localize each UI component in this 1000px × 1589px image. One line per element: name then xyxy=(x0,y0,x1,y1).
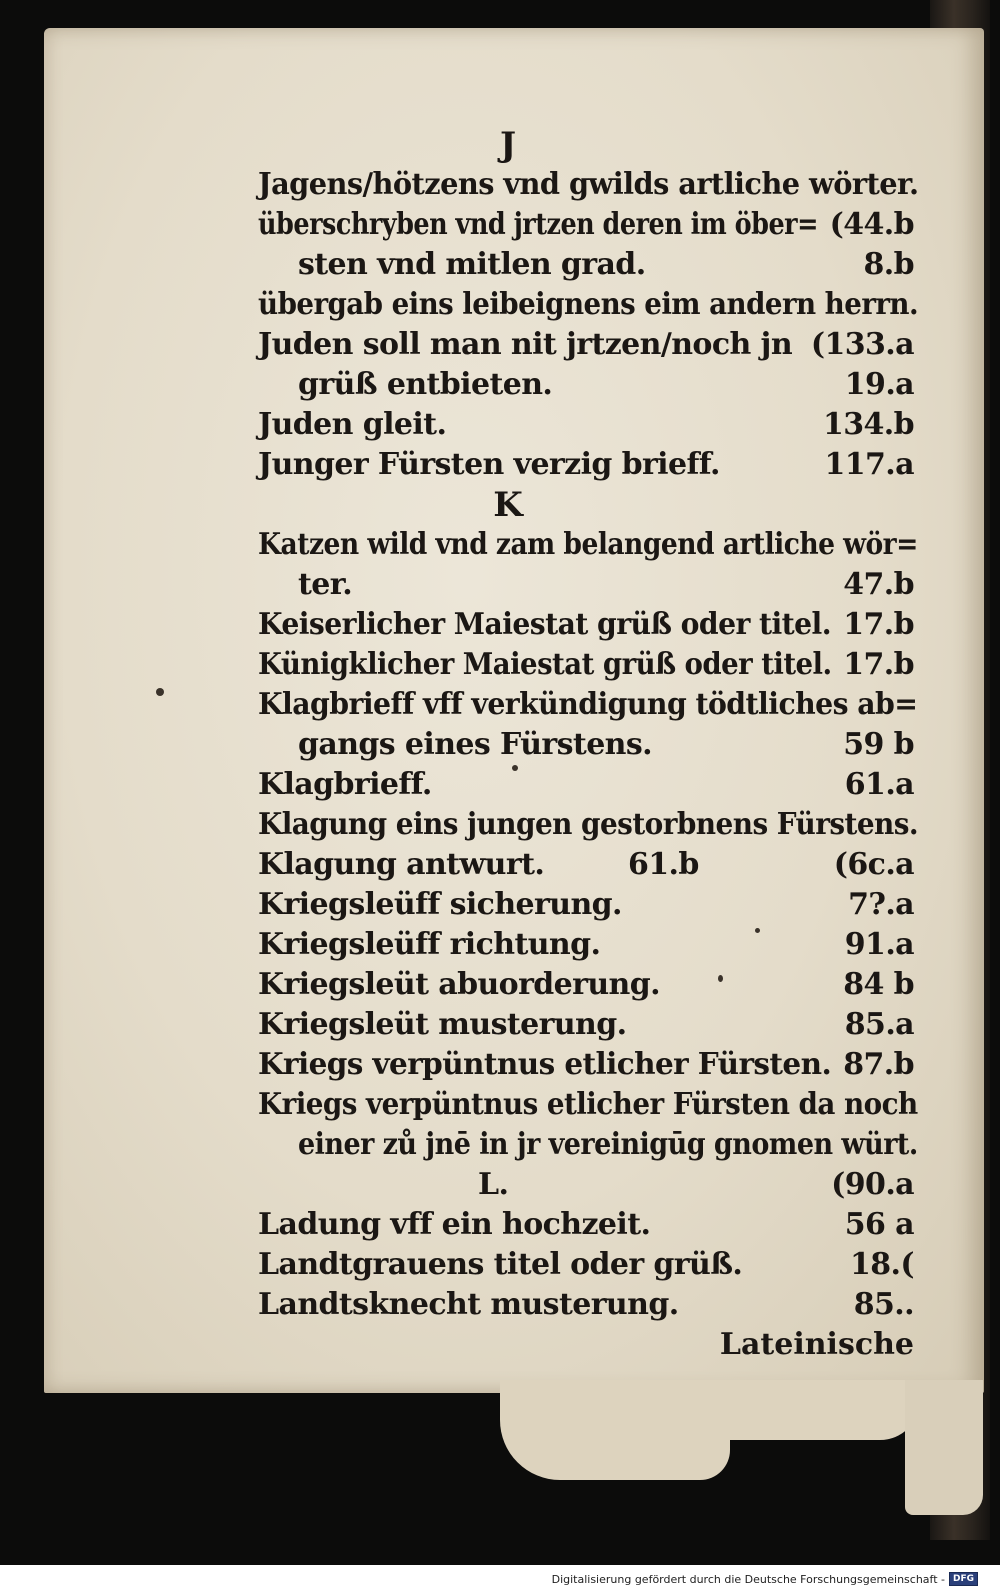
entry-page: 87.b xyxy=(843,1047,914,1082)
section-entries-k xyxy=(258,525,918,1165)
entry-page: 17.b xyxy=(843,607,914,642)
dfg-logo-icon[interactable]: DFG xyxy=(949,1572,978,1586)
entry-page: 8.b xyxy=(863,247,914,282)
entry-text: überschryben vnd jrtzen deren im öber= xyxy=(258,207,818,242)
entry-text: einer zů jnē in jr vereinigūg gnomen würt. xyxy=(298,1127,918,1162)
entry-text: Klagbrieff vff verkündigung tödtliches ab= xyxy=(258,687,918,722)
entry-text: Ladung vff ein hochzeit. xyxy=(258,1207,651,1242)
entry-text: Kriegsleüt abuorderung. xyxy=(258,967,660,1002)
entry-text: ter. xyxy=(298,567,353,602)
entry-text: Kriegs verpüntnus etlicher Fürsten. xyxy=(258,1047,832,1082)
entry-text: Landtsknecht musterung. xyxy=(258,1287,679,1322)
entry-page: (6c.a xyxy=(833,847,914,882)
entry-page: 61.a xyxy=(844,767,914,802)
index-entry xyxy=(258,845,918,885)
footer-credit-text: Digitalisierung gefördert durch die Deutsche Forschungsgemeinschaft - xyxy=(551,1572,945,1586)
entry-text: sten vnd mitlen grad. xyxy=(298,247,646,282)
entry-page: 18.( xyxy=(850,1247,914,1282)
entry-text: Junger Fürsten verzig brieff. xyxy=(258,447,720,482)
entry-text: Klagbrieff. xyxy=(258,767,432,802)
footer-credit xyxy=(552,1572,978,1586)
index-entry xyxy=(258,1005,918,1045)
ink-spot xyxy=(718,975,723,982)
index-entry xyxy=(258,405,918,445)
index-entry xyxy=(258,365,918,405)
index-entry xyxy=(258,565,918,605)
entry-text: Kriegsleüt musterung. xyxy=(258,1007,627,1042)
index-entry xyxy=(258,445,918,485)
entry-text: Klagung antwurt. xyxy=(258,847,545,882)
entry-page: 59 b xyxy=(843,727,914,762)
index-entry xyxy=(258,525,918,565)
index-entry xyxy=(258,805,918,845)
entry-page: (44.b xyxy=(829,207,914,242)
index-entry xyxy=(258,205,918,245)
entry-text: übergab eins leibeignens eim andern herrn. xyxy=(258,287,919,322)
ink-spot xyxy=(512,765,518,771)
index-entry xyxy=(258,725,918,765)
section-entries-j xyxy=(258,165,918,485)
index-entry xyxy=(258,1125,918,1165)
index-entry xyxy=(258,885,918,925)
section-heading-j: J xyxy=(499,125,517,165)
entry-text: grüß entbieten. xyxy=(298,367,553,402)
entry-mid-page: 61.b xyxy=(628,847,699,882)
index-entry xyxy=(258,645,918,685)
entry-page: 7?.a xyxy=(848,887,914,922)
entry-page: 117.a xyxy=(824,447,914,482)
entry-text: Jagens/hötzens vnd gwilds artliche wörter. xyxy=(258,167,919,202)
entry-text: Juden gleit. xyxy=(258,407,447,442)
catchword-row xyxy=(258,1325,918,1365)
entry-text: Katzen wild vnd zam belangend artliche wör= xyxy=(258,527,918,562)
entry-page: 56 a xyxy=(844,1207,914,1242)
index-text xyxy=(258,125,918,1365)
entry-page: 85.. xyxy=(853,1287,914,1322)
ink-spot xyxy=(755,928,760,933)
entry-page: 19.a xyxy=(844,367,914,402)
entry-page: 17.b xyxy=(843,647,914,682)
entry-page: 91.a xyxy=(844,927,914,962)
index-entry xyxy=(258,1205,918,1245)
index-entry xyxy=(258,1045,918,1085)
index-entry xyxy=(258,325,918,365)
section-heading-l: L. xyxy=(478,1167,509,1202)
ink-spot xyxy=(156,688,164,696)
entry-text: Kriegsleüff richtung. xyxy=(258,927,601,962)
entry-page: 47.b xyxy=(843,567,914,602)
entry-text: gangs eines Fürstens. xyxy=(298,727,653,762)
index-entry xyxy=(258,1085,918,1125)
entry-text: Juden soll man nit jrtzen/noch jn xyxy=(258,327,793,362)
index-entry xyxy=(258,965,918,1005)
entry-page: 134.b xyxy=(822,407,914,442)
index-entry xyxy=(258,245,918,285)
entry-page: (133.a xyxy=(810,327,914,362)
index-entry xyxy=(258,685,918,725)
page-corner xyxy=(905,1380,983,1515)
entry-text: Künigklicher Maiestat grüß oder titel. xyxy=(258,647,832,682)
entry-page: 85.a xyxy=(844,1007,914,1042)
index-entry xyxy=(258,605,918,645)
index-entry xyxy=(258,925,918,965)
section-entries-l xyxy=(258,1205,918,1325)
torn-page-edge xyxy=(680,1380,920,1440)
index-entry xyxy=(258,165,918,205)
entry-text: Kriegsleüff sicherung. xyxy=(258,887,622,922)
section-heading-k: K xyxy=(493,485,523,525)
entry-text: Landtgrauens titel oder grüß. xyxy=(258,1247,743,1282)
section-heading-row-l xyxy=(258,1165,918,1205)
index-entry xyxy=(258,765,918,805)
index-entry xyxy=(258,1285,918,1325)
entry-text: Keiserlicher Maiestat grüß oder titel. xyxy=(258,607,831,642)
catchword: Lateinische xyxy=(719,1327,914,1362)
entry-text: Klagung eins jungen gestorbnens Fürstens. xyxy=(258,807,919,842)
entry-page: (90.a xyxy=(831,1167,914,1202)
entry-text: Kriegs verpüntnus etlicher Fürsten da noch xyxy=(258,1087,918,1122)
index-entry xyxy=(258,285,918,325)
entry-page: 84 b xyxy=(843,967,914,1002)
index-entry xyxy=(258,1245,918,1285)
